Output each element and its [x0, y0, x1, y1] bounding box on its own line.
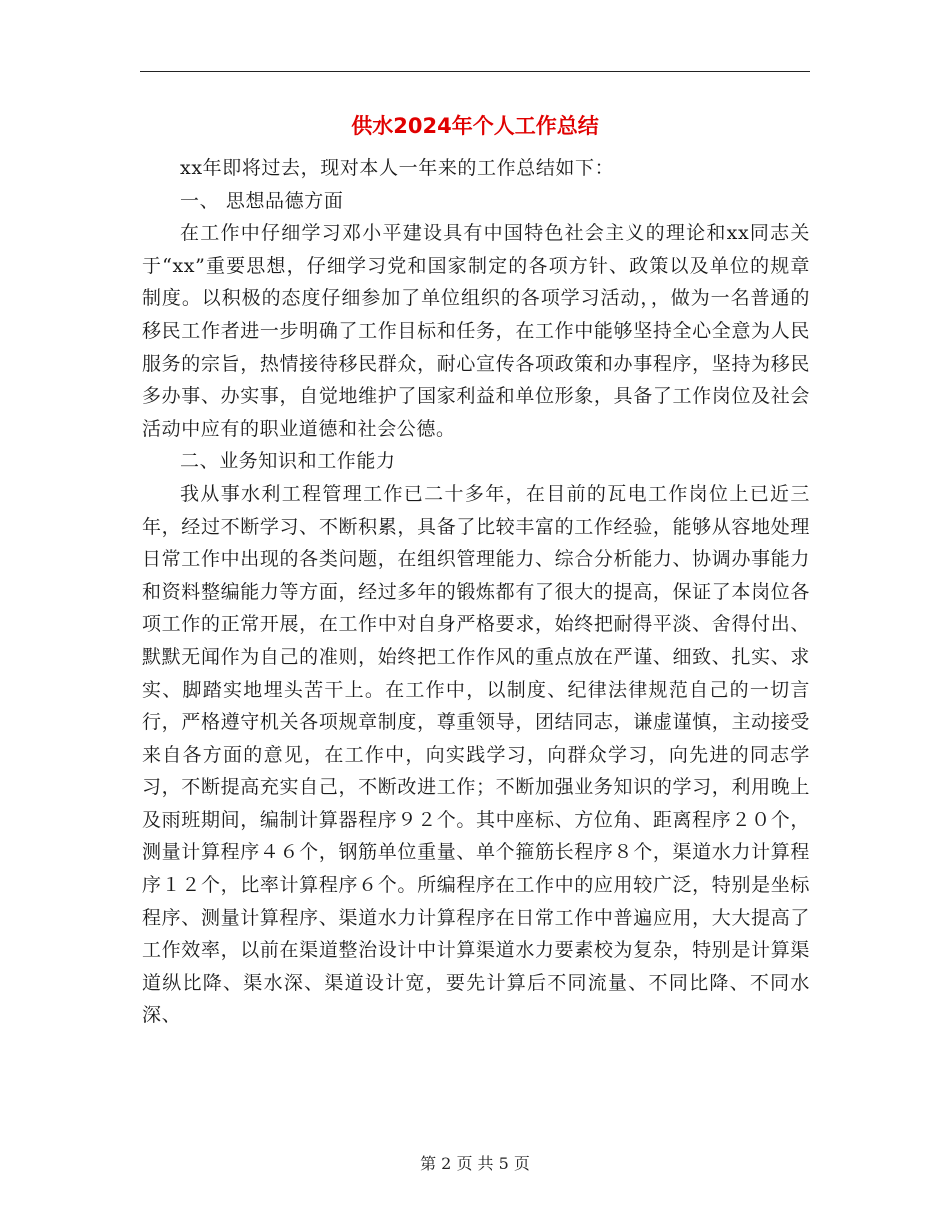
document-body [142, 152, 810, 1032]
page-footer: 第 2 页 共 5 页 [420, 1154, 530, 1173]
section-heading-2: 二、业务知识和工作能力 [180, 450, 396, 473]
header-rule [140, 71, 810, 72]
section-heading-1: 一、 思想品德方面 [180, 189, 344, 212]
document-title: 供水2024年个人工作总结 [351, 114, 599, 138]
intro-paragraph: xx年即将过去，现对本人一年来的工作总结如下： [180, 157, 615, 179]
section-2-paragraph: 我从事水利工程管理工作已二十多年，在目前的瓦电工作岗位上已近三年，经过不断学习、不断积累，具备了比较丰富的工作经验，能够从容地处理日常工作中出现的各类问题，在组织管理能力、综合分析能力、协调办事能力和资料整编能力等方面，经过多年的锻炼都有了很大的提高，保证了本岗位各项工作的正常开展，在工作中对自身严格要求，始终把耐得平淡、舍得付出、默默无闻作为自己的准则，始终把工作作风的重点放在严谨、细致、扎实、求实、脚踏实地埋头苦干上。在工作中，以制度、纪律法律规范自己的一切言行，严格遵守机关各项规章制度，尊重领导，团结同志，谦虚谨慎，主动接受来自各方面的意见，在工作中，向实践学习，向群众学习，向先进的同志学习，不断提高充实自己，不断改进工作；不断加强业务知识的学习，利用晚上及雨班期间，编制计算器程序９２个。其中座标、方位角、距离程序２０个，测量计算程序４６个，钢筋单位重量、单个箍筋长程序８个，渠道水力计算程序１２个，比率计算程序６个。所编程序在工作中的应用较广泛，特别是坐标程序、测量计算程序、渠道水力计算程序在日常工作中普遍应用，大大提高了工作效率，以前在渠道整治设计中计算渠道水力要素校为复杂，特别是计算渠道纵比降、渠水深、渠道设计宽，要先计算后不同流量、不同比降、不同水深、 [142, 482, 810, 1027]
section-1-paragraph: 在工作中仔细学习邓小平建设具有中国特色社会主义的理论和xx同志关于“xx”重要思想，仔细学习党和国家制定的各项方针、政策以及单位的规章制度。以积极的态度仔细参加了单位组织的各项学习活动，，做为一名普通的移民工作者进一步明确了工作目标和任务，在工作中能够坚持全心全意为人民服务的宗旨，热情接待移民群众，耐心宣传各项政策和办事程序，坚持为移民多办事、办实事，自觉地维护了国家利益和单位形象，具备了工作岗位及社会活动中应有的职业道德和社会公德。 [142, 222, 810, 440]
